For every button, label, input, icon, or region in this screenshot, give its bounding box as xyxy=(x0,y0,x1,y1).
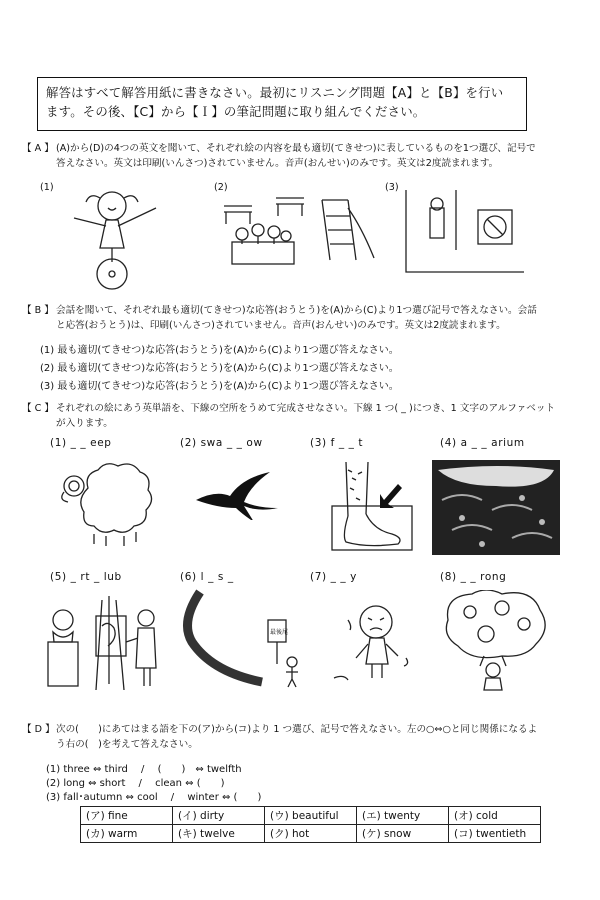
instructions-line-1: 解答はすべて解答用紙に書きなさい。最初にリスニング問題【A】と【B】を行い xyxy=(46,85,504,100)
option-u: (ウ) beautiful xyxy=(265,807,357,825)
section-c-item-2: (2) swa _ _ ow xyxy=(180,437,263,449)
section-c-header xyxy=(22,402,592,431)
instructions-line-2: ます。その後、【C】から【Ｉ】の筆記問題に取り組んでください。 xyxy=(46,104,426,119)
section-b-label: 【 B 】 xyxy=(22,305,54,316)
section-a-item-label-2: (2) xyxy=(214,182,228,193)
sheep-illustration xyxy=(58,458,158,548)
section-b-text-2: と応答(おうとう)は、印刷(いんさつ)されていません。音声(おんせい)のみです。英文は2度読まれます。 xyxy=(56,319,506,331)
option-e: (エ) twenty xyxy=(357,807,449,825)
section-a-text-1: (A)から(D)の4つの英文を聞いて、それぞれ絵の内容を最も適切(てきせつ)に表しているものを1つ選び、記号で xyxy=(56,143,536,154)
section-c-label: 【 C 】 xyxy=(22,403,54,414)
section-a-text-2: 答えなさい。英文は印刷(いんさつ)されていません。音声(おんせい)のみです。英文は2度読まれます。 xyxy=(56,157,499,169)
section-b-header xyxy=(22,304,592,333)
section-c-text-1: それぞれの絵にあう英単語を、下線の空所をうめて完成させなさい。下線 1 つ( _ )につき、1 文字のアルファベット xyxy=(56,403,556,414)
option-a: (ア) fine xyxy=(81,807,173,825)
option-i: (イ) dirty xyxy=(173,807,265,825)
section-a-item-label-1: (1) xyxy=(40,182,54,193)
section-d-label: 【 D 】 xyxy=(22,724,55,735)
section-a-item-label-3: (3) xyxy=(385,182,399,193)
foot-illustration xyxy=(326,458,421,556)
section-d-text-2: う右の( )を考えて答えなさい。 xyxy=(56,738,198,750)
section-a-label: 【 A 】 xyxy=(22,143,54,154)
options-row xyxy=(81,807,541,825)
section-b-question-1: (1) 最も適切(てきせつ)な応答(おうとう)を(A)から(C)より1つ選び答えなさい。 xyxy=(40,345,399,356)
option-o: (オ) cold xyxy=(449,807,541,825)
section-b-text-1: 会話を聞いて、それぞれ最も適切(てきせつ)な応答(おうとう)を(A)から(C)より1つ選び記号で答えなさい。会話 xyxy=(56,305,537,316)
section-c-item-8: (8) _ _ rong xyxy=(440,571,507,583)
park-illustration xyxy=(218,190,378,274)
option-ke: (ケ) snow xyxy=(357,825,449,843)
section-d-header xyxy=(22,723,592,752)
section-d-text-1: 次の( )にあてはまる語を下の(ア)から(コ)より 1 つ選び、記号で答えなさい。左の○⇔○と同じ関係になるよ xyxy=(56,724,538,735)
section-a-header xyxy=(22,142,592,171)
option-ka: (カ) warm xyxy=(81,825,173,843)
section-c-item-7: (7) _ _ y xyxy=(310,571,358,583)
gallery-room-illustration xyxy=(400,186,530,276)
option-ko: (コ) twentieth xyxy=(449,825,541,843)
answer-options-table xyxy=(80,806,541,843)
section-c-item-3: (3) f _ _ t xyxy=(310,437,364,449)
strong-kid-illustration xyxy=(440,590,550,694)
section-c-item-5: (5) _ rt _ lub xyxy=(50,571,122,583)
options-row xyxy=(81,825,541,843)
sign-text: 最後尾 xyxy=(270,629,289,636)
section-d-question-1: (1) three ⇔ third / ( ) ⇔ twelfth xyxy=(46,764,242,775)
section-c-item-6: (6) l _ s _ xyxy=(180,571,234,583)
section-b-question-2: (2) 最も適切(てきせつ)な応答(おうとう)を(A)から(C)より1つ選び答えなさい。 xyxy=(40,363,399,374)
crying-boy-illustration xyxy=(330,598,420,688)
section-d-question-2: (2) long ⇔ short / clean ⇔ ( ) xyxy=(46,778,225,789)
section-c-item-4: (4) a _ _ arium xyxy=(440,437,525,449)
section-c-item-1: (1) _ _ eep xyxy=(50,437,112,449)
section-d-question-3: (3) fall･autumn ⇔ cool / winter ⇔ ( ) xyxy=(46,792,262,803)
aquarium-photo xyxy=(432,460,560,555)
option-ki: (キ) twelve xyxy=(173,825,265,843)
queue-line-illustration xyxy=(176,588,306,693)
section-b-question-3: (3) 最も適切(てきせつ)な応答(おうとう)を(A)から(C)より1つ選び答えなさい。 xyxy=(40,381,399,392)
swallow-illustration xyxy=(192,470,282,520)
section-c-text-2: が入ります。 xyxy=(56,417,113,429)
unicycle-girl-illustration xyxy=(60,178,180,296)
art-club-illustration xyxy=(40,592,170,694)
instructions-box xyxy=(37,77,527,131)
option-ku: (ク) hot xyxy=(265,825,357,843)
